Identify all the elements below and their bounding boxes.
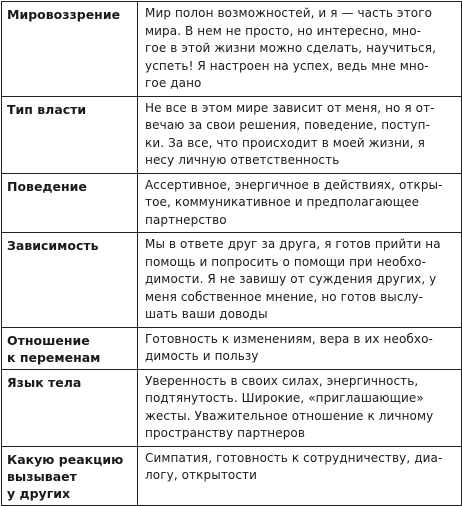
- table-row: [2, 369, 462, 446]
- row-label-dependence: [2, 233, 138, 328]
- row-description-dependence: [138, 233, 462, 328]
- row-label-text: Язык тела: [7, 374, 82, 390]
- row-label-attitude-to-change: [2, 327, 138, 369]
- description-line: логу, открытости: [145, 468, 258, 482]
- row-label-behavior: [2, 173, 138, 233]
- description-line: Симпатия, готовность к сотрудничеству, диа-: [145, 450, 443, 465]
- row-label-text: у других: [7, 485, 71, 501]
- description-line: успеть! Я настроен на успех, ведь мне мно-: [145, 58, 429, 73]
- description-line: Не все в этом мире зависит от меня, но я от-: [145, 100, 435, 115]
- description-line: подтянутость. Широкие, «приглашающие»: [145, 391, 424, 405]
- description-line: несу личную ответственность: [145, 153, 340, 167]
- description-line: вечаю за свои решения, поведение, поступ-: [145, 118, 430, 132]
- description-line: Мир полон возможностей, и я — часть этого: [145, 6, 433, 20]
- row-label-text: Отношение: [7, 332, 90, 348]
- row-description-behavior: [138, 173, 462, 233]
- description-line: димости. Я не завишу от суждения других, у: [145, 272, 437, 286]
- table-row: [2, 96, 462, 173]
- table-row: [2, 233, 462, 328]
- row-label-power-type: [2, 96, 138, 173]
- row-label-text: Мировоззрение: [7, 7, 121, 22]
- description-line: мира. В нем не просто, но интересно, мно-: [145, 23, 422, 38]
- row-label-reaction-of-others: [2, 446, 138, 505]
- description-line: пространству партнеров: [145, 426, 306, 440]
- row-label-text: Поведение: [7, 178, 87, 194]
- row-label-text: вызывает: [7, 468, 77, 484]
- description-line: партнерство: [145, 212, 227, 227]
- table-row: [2, 173, 462, 233]
- description-line: ки. За все, что происходит в моей жизни, я: [145, 135, 425, 150]
- row-label-worldview: [2, 2, 138, 97]
- description-line: тое, коммуникативное и предполагающее: [145, 195, 420, 209]
- description-line: Уверенность в своих силах, энергичность,: [145, 373, 419, 388]
- row-description-power-type: [138, 96, 462, 173]
- comparison-table-container: [1, 1, 461, 501]
- description-line: димость и пользу: [145, 349, 259, 363]
- description-line: Ассертивное, энергичное в действиях, откры-: [145, 177, 443, 192]
- description-line: Мы в ответе друг за друга, я готов прийти на: [145, 237, 441, 251]
- description-line: Готовность к изменениям, вера в их необхо-: [145, 331, 433, 346]
- table-row: [2, 446, 462, 505]
- description-line: гое дано: [145, 76, 202, 90]
- row-label-body-language: [2, 369, 138, 446]
- row-description-attitude-to-change: [138, 327, 462, 369]
- row-description-worldview: [138, 2, 462, 97]
- description-line: жесты. Уважительное отношение к личному: [145, 408, 434, 423]
- description-line: гое в этой жизни можно сделать, научиться,: [145, 41, 436, 55]
- row-label-text: Тип власти: [7, 101, 87, 117]
- description-line: шать ваши доводы: [145, 307, 268, 321]
- description-line: помощь и попросить о помощи при необхо-: [145, 254, 427, 269]
- row-description-reaction-of-others: [138, 446, 462, 505]
- comparison-table: [1, 1, 462, 506]
- table-row: [2, 2, 462, 97]
- row-label-text: Какую реакцию: [7, 451, 124, 467]
- row-description-body-language: [138, 369, 462, 446]
- description-line: меня собственное мнение, но готов выслу-: [145, 289, 423, 304]
- row-label-text: к переменам: [7, 349, 101, 365]
- table-row: [2, 327, 462, 369]
- row-label-text: Зависимость: [7, 238, 99, 253]
